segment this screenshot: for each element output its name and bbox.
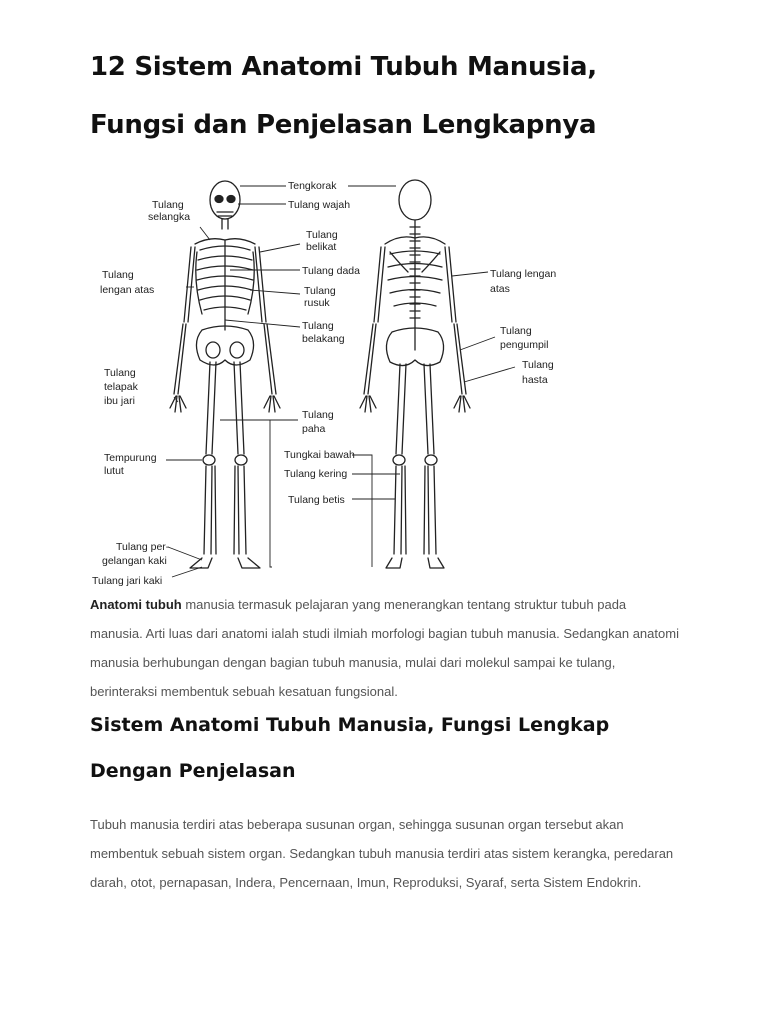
- label-tulang-rusuk-1: Tulang: [304, 285, 336, 297]
- intro-paragraph: [90, 590, 680, 706]
- label-tulang-pengumpil-1: Tulang: [500, 325, 532, 337]
- label-tulang-hasta-1: Tulang: [522, 359, 554, 371]
- label-tulang-kering: Tulang kering: [284, 468, 348, 480]
- label-pergelangan-1: Tulang per-: [116, 541, 170, 553]
- label-tungkai-bawah: Tungkai bawah: [284, 449, 355, 461]
- label-tulang-telapak-1: Tulang: [104, 367, 136, 379]
- back-skeleton: [360, 180, 470, 568]
- front-skeleton: [170, 181, 280, 568]
- figure-labels: [92, 180, 556, 587]
- label-tulang-lengan-atas-r2: atas: [490, 283, 510, 295]
- article-title: 12 Sistem Anatomi Tubuh Manusia, Fungsi dan Penjelasan Lengkapnya: [90, 52, 597, 140]
- label-tulang-selangka-1: Tulang: [152, 199, 184, 211]
- label-tempurung-2: lutut: [104, 465, 124, 477]
- label-tengkorak: Tengkorak: [288, 180, 337, 192]
- label-tulang-pengumpil-2: pengumpil: [500, 339, 549, 351]
- label-tulang-belikat-2: belikat: [306, 241, 337, 253]
- label-tulang-paha-1: Tulang: [302, 409, 334, 421]
- label-pergelangan-2: gelangan kaki: [102, 555, 167, 567]
- label-tulang-selangka-2: selangka: [148, 211, 191, 223]
- label-tulang-dada: Tulang dada: [302, 265, 360, 277]
- intro-text: manusia termasuk pelajaran yang menerangkan tentang struktur tubuh pada manusia. Arti luas dari anatomi ialah studi ilmiah morfologi bagian tubuh manusia. Sedangkan anatomi manusia berhubungan dengan bagian tubuh manusia, mulai dari molekul sampai ke tulang, berinteraksi membentuk sebuah kesatuan fungsional.: [90, 597, 679, 699]
- label-tulang-betis: Tulang betis: [288, 494, 345, 506]
- intro-bold: Anatomi tubuh: [90, 597, 182, 612]
- label-tulang-rusuk-2: rusuk: [304, 297, 330, 309]
- label-tulang-lengan-atas-2: lengan atas: [100, 284, 155, 296]
- label-tulang-jari-kaki: Tulang jari kaki: [92, 575, 163, 587]
- body-paragraph: Tubuh manusia terdiri atas beberapa susunan organ, sehingga susunan organ tersebut akan membentuk sebuah sistem organ. Sedangkan tubuh manusia terdiri atas sistem kerangka, peredaran darah, otot, pernapasan, Indera, Pencernaan, Imun, Reproduksi, Syaraf, serta Sistem Endokrin.: [90, 817, 674, 890]
- label-tulang-paha-2: paha: [302, 423, 326, 435]
- label-tulang-belikat-1: Tulang: [306, 229, 338, 241]
- label-tulang-hasta-2: hasta: [522, 374, 548, 386]
- label-tempurung-1: Tempurung: [104, 452, 157, 464]
- skeleton-diagram: [90, 172, 590, 592]
- label-tulang-belakang-1: Tulang: [302, 320, 334, 332]
- label-tulang-wajah: Tulang wajah: [288, 199, 351, 211]
- label-tulang-lengan-atas-1: Tulang: [102, 269, 134, 281]
- skeleton-figure: [90, 172, 590, 592]
- label-tulang-telapak-3: ibu jari: [104, 395, 135, 407]
- label-tulang-belakang-2: belakang: [302, 333, 345, 345]
- section-heading: Sistem Anatomi Tubuh Manusia, Fungsi Lengkap Dengan Penjelasan: [90, 714, 610, 782]
- label-tulang-telapak-2: telapak: [104, 381, 138, 393]
- label-tulang-lengan-atas-r1: Tulang lengan: [490, 268, 557, 280]
